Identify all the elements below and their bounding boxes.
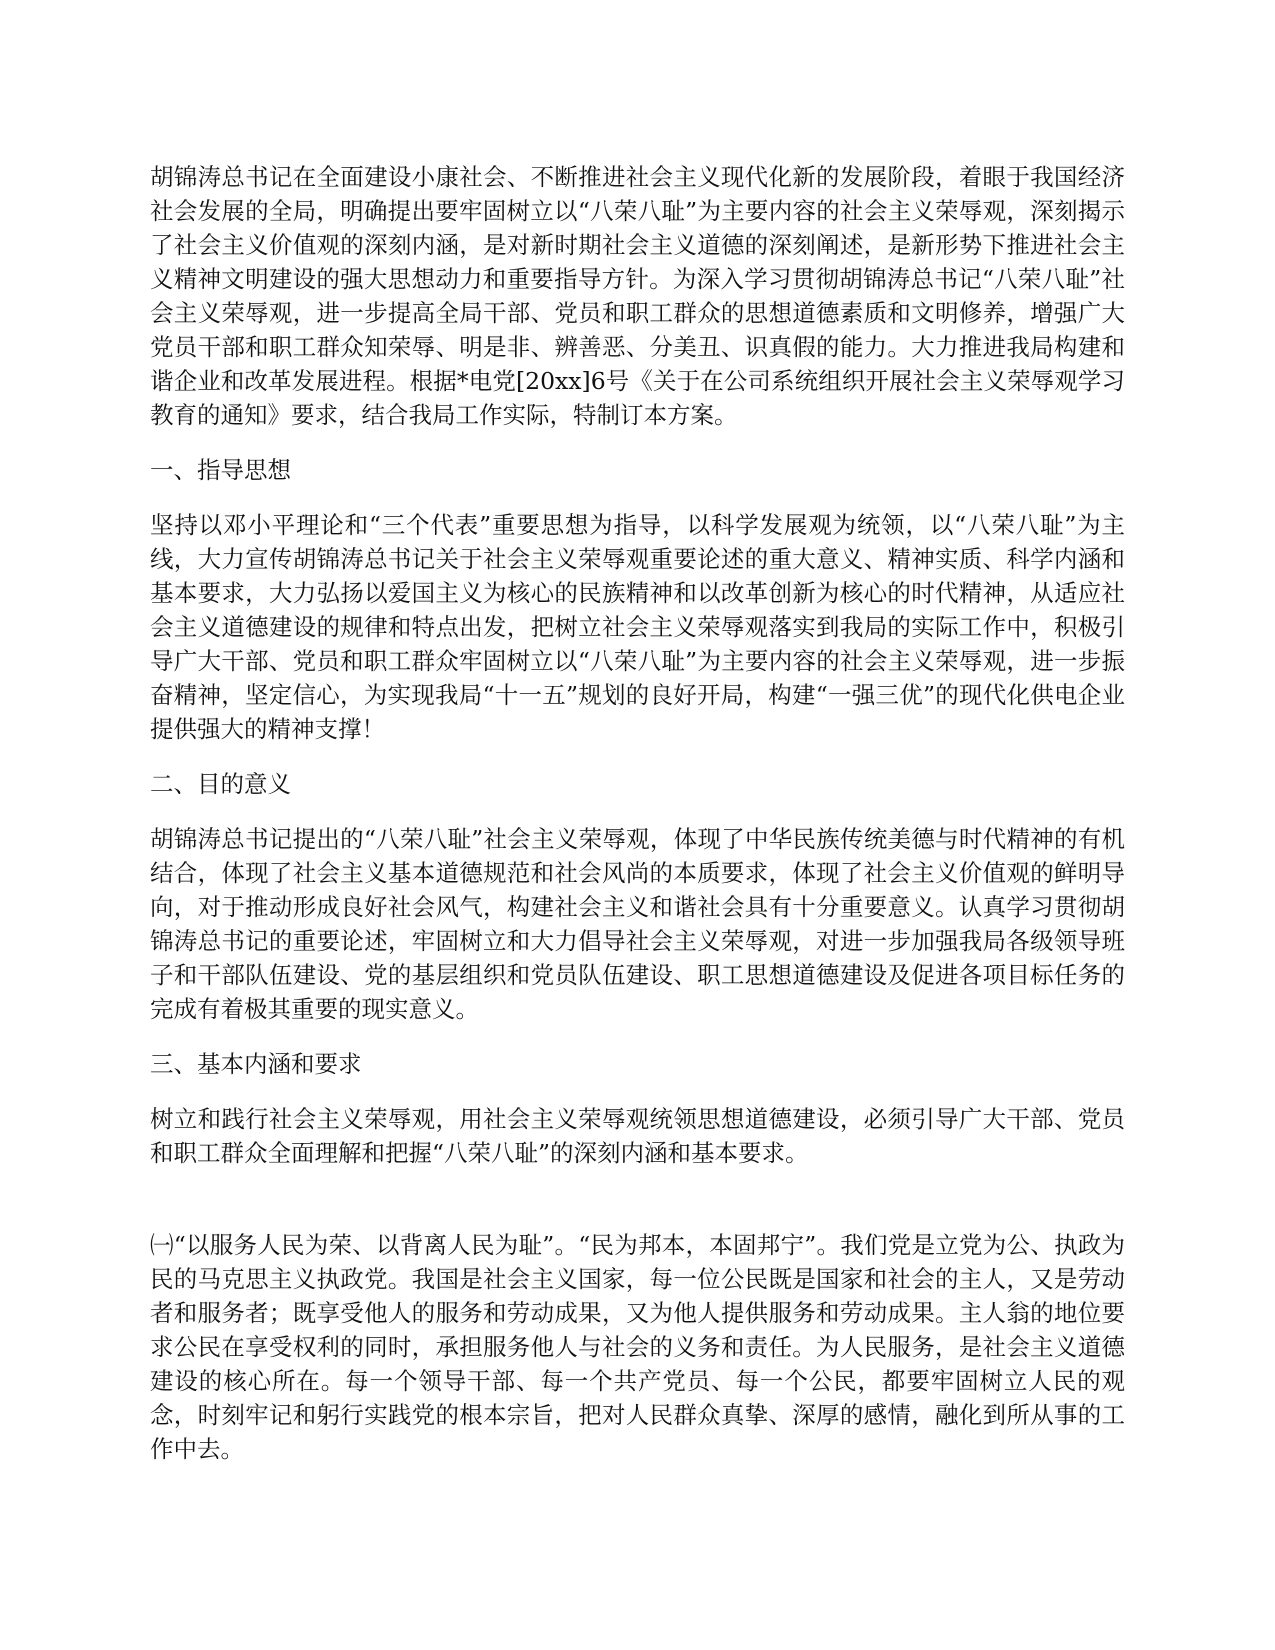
section-heading-requirements: 三、基本内涵和要求 [150, 1050, 362, 1078]
guiding-ideology-paragraph: 坚持以邓小平理论和“三个代表”重要思想为指导，以科学发展观为统领，以“八荣八耻”为主线，大力宣传胡锦涛总书记关于社会主义荣辱观重要论述的重大意义、精神实质、科学内涵和基本要求，大力弘扬以爱国主义为核心的民族精神和以改革创新为核心的时代精神，从适应社会主义道德建设的规律和特点出发，把树立社会主义荣辱观落实到我局的实际工作中，积极引导广大干部、党员和职工群众牢固树立以“八荣八耻”为主要内容的社会主义荣辱观，进一步振奋精神，坚定信心，为实现我局“十一五”规划的良好开局，构建“一强三优”的现代化供电企业提供强大的精神支撑！ [150, 511, 1125, 743]
purpose-paragraph: 胡锦涛总书记提出的“八荣八耻”社会主义荣辱观，体现了中华民族传统美德与时代精神的有机结合，体现了社会主义基本道德规范和社会风尚的本质要求，体现了社会主义价值观的鲜明导向，对于推动形成良好社会风气，构建社会主义和谐社会具有十分重要意义。认真学习贯彻胡锦涛总书记的重要论述，牢固树立和大力倡导社会主义荣辱观，对进一步加强我局各级领导班子和干部队伍建设、党的基层组织和党员队伍建设、职工思想道德建设及促进各项目标任务的完成有着极其重要的现实意义。 [150, 825, 1125, 1023]
intro-paragraph: 胡锦涛总书记在全面建设小康社会、不断推进社会主义现代化新的发展阶段，着眼于我国经济社会发展的全局，明确提出要牢固树立以“八荣八耻”为主要内容的社会主义荣辱观，深刻揭示了社会主义价值观的深刻内涵，是对新时期社会主义道德的深刻阐述，是新形势下推进社会主义精神文明建设的强大思想动力和重要指导方针。为深入学习贯彻胡锦涛总书记“八荣八耻”社会主义荣辱观，进一步提高全局干部、党员和职工群众的思想道德素质和文明修养，增强广大党员干部和职工群众知荣辱、明是非、辨善恶、分美丑、识真假的能力。大力推进我局构建和谐企业和改革发展进程。根据*电党[20xx]6号《关于在公司系统组织开展社会主义荣辱观学习教育的通知》要求，结合我局工作实际，特制订本方案。 [150, 163, 1125, 429]
item-one-paragraph: ㈠“以服务人民为荣、以背离人民为耻”。“民为邦本，本固邦宁”。我们党是立党为公、执政为民的马克思主义执政党。我国是社会主义国家，每一位公民既是国家和社会的主人，又是劳动者和服务者；既享受他人的服务和劳动成果，又为他人提供服务和劳动成果。主人翁的地位要求公民在享受权利的同时，承担服务他人与社会的义务和责任。为人民服务，是社会主义道德建设的核心所在。每一个领导干部、每一个共产党员、每一个公民，都要牢固树立人民的观念，时刻牢记和躬行实践党的根本宗旨，把对人民群众真挚、深厚的感情，融化到所从事的工作中去。 [150, 1231, 1125, 1463]
document-page [150, 160, 1125, 1466]
requirements-paragraph: 树立和践行社会主义荣辱观，用社会主义荣辱观统领思想道德建设，必须引导广大干部、党员和职工群众全面理解和把握“八荣八耻”的深刻内涵和基本要求。 [150, 1105, 1125, 1167]
section-heading-guiding-ideology: 一、指导思想 [150, 456, 291, 484]
section-heading-purpose: 二、目的意义 [150, 770, 291, 798]
